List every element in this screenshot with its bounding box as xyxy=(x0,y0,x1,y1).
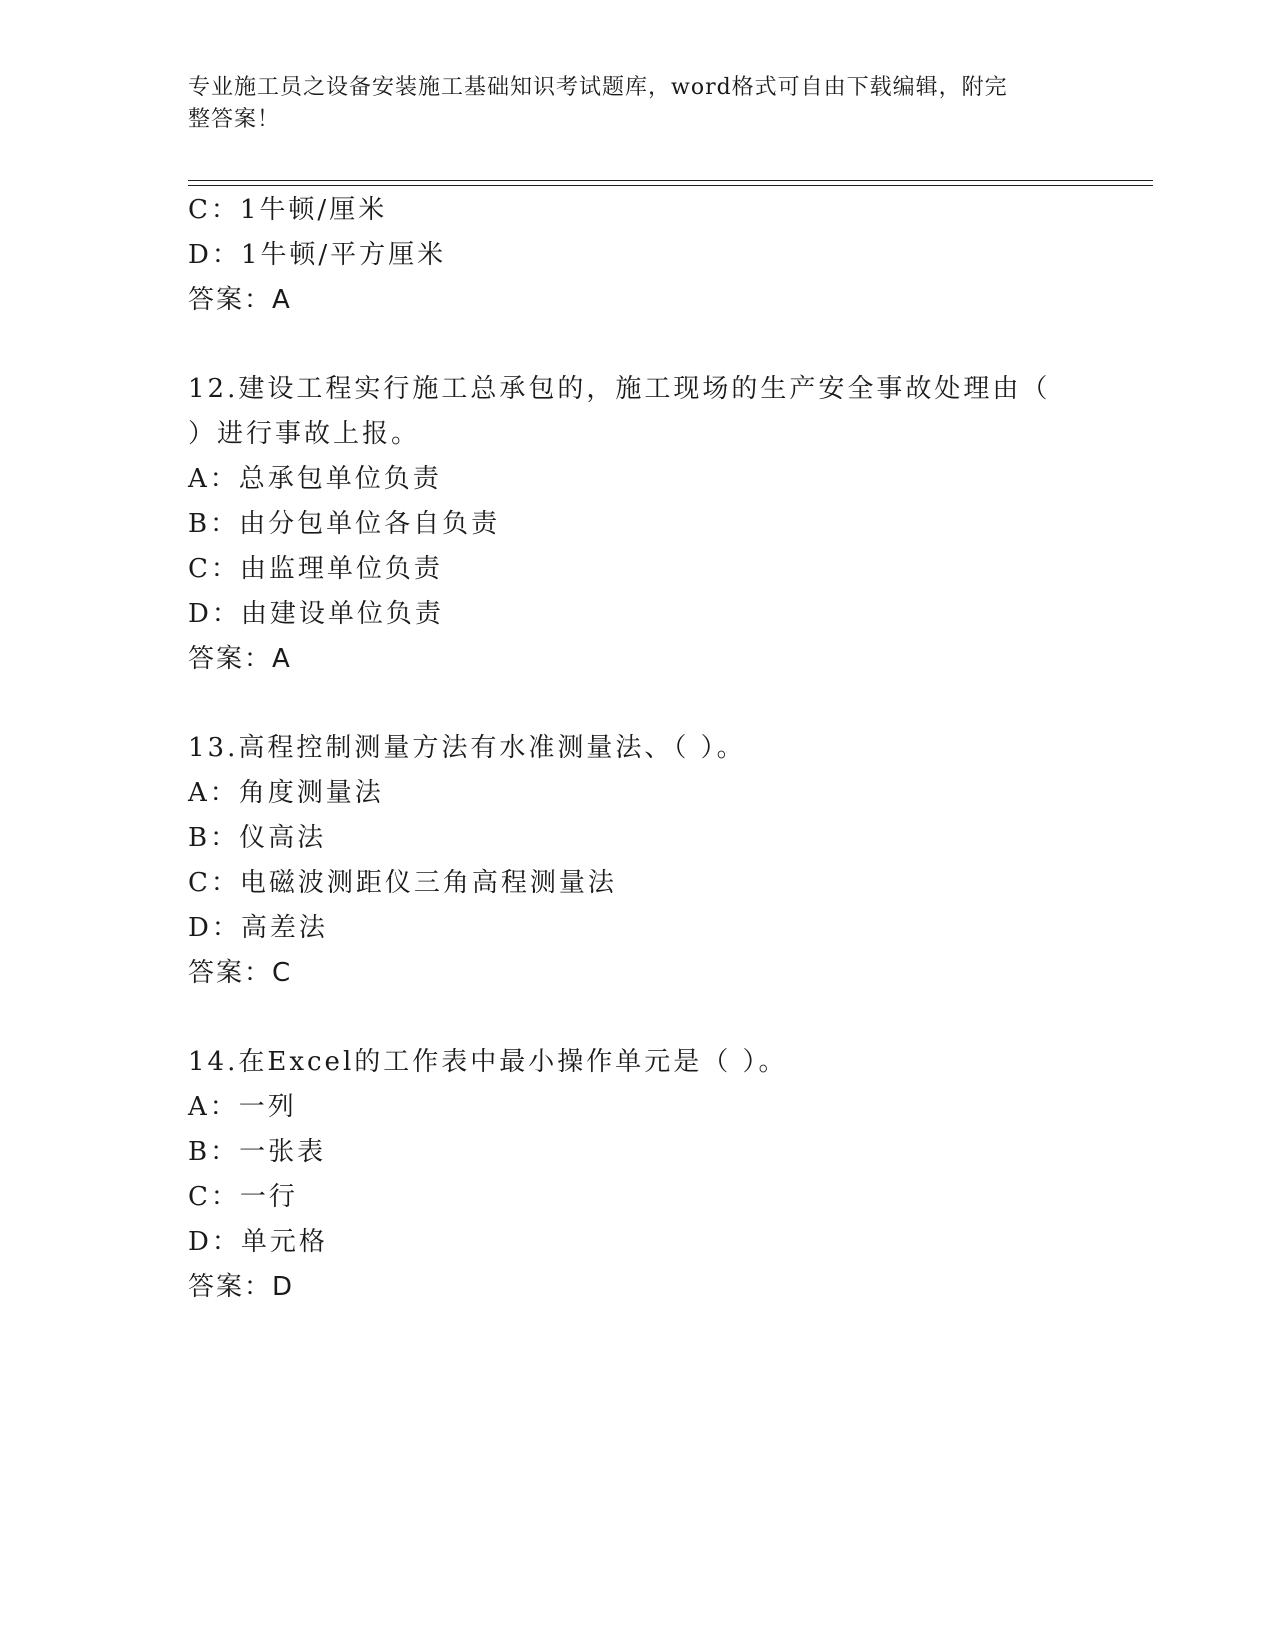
option-b: B：仪高法 xyxy=(188,823,327,853)
option-b: B：一张表 xyxy=(188,1137,327,1167)
option-c: C：由监理单位负责 xyxy=(188,554,443,584)
answer: 答案：D xyxy=(188,1272,295,1302)
option-d: D：高差法 xyxy=(188,913,328,943)
option-b: B：由分包单位各自负责 xyxy=(188,509,501,539)
option-d: D：1牛顿/平方厘米 xyxy=(188,240,447,270)
answer: 答案：A xyxy=(188,285,292,315)
option-a: A：一列 xyxy=(188,1092,297,1122)
option-c: C：1牛顿/厘米 xyxy=(188,195,388,225)
header-divider-bottom xyxy=(188,185,1153,186)
option-d: D：由建设单位负责 xyxy=(188,599,444,629)
question-stem: 14.在Excel的工作表中最小操作单元是（ ）。 xyxy=(188,1047,788,1077)
option-a: A：总承包单位负责 xyxy=(188,464,442,494)
question-stem: 13.高程控制测量方法有水准测量法、（ ）。 xyxy=(188,733,746,763)
answer: 答案：C xyxy=(188,958,293,988)
option-a: A：角度测量法 xyxy=(188,778,384,808)
header-line-1: 专业施工员之设备安装施工基础知识考试题库，word格式可自由下载编辑，附完 xyxy=(188,75,1008,100)
document-header xyxy=(188,72,1068,136)
option-d: D：单元格 xyxy=(188,1227,328,1257)
question-stem-continued: ）进行事故上报。 xyxy=(188,419,421,449)
header-divider-top xyxy=(188,180,1153,181)
header-line-2: 整答案！ xyxy=(188,107,281,132)
question-stem: 12.建设工程实行施工总承包的，施工现场的生产安全事故处理由（ xyxy=(188,374,1051,404)
answer: 答案：A xyxy=(188,644,292,674)
option-c: C：电磁波测距仪三角高程测量法 xyxy=(188,868,617,898)
option-c: C：一行 xyxy=(188,1182,298,1212)
